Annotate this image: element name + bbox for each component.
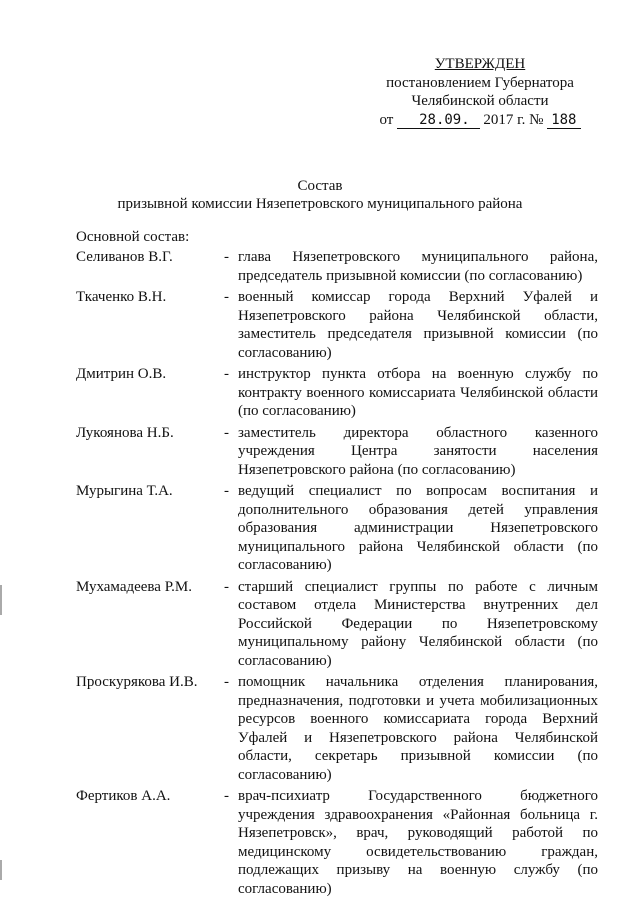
member-name: Селиванов В.Г. (76, 249, 173, 265)
member-dash: - (224, 424, 229, 441)
member-description: помощник начальника отделения планирования, предназначения, подготовки и учета мобилизационных ресурсов военного комиссариата города Верхний Уфалей и Нязепетровского района Челябинской области, секретарь призывной комиссии (по согласованию) (238, 674, 598, 783)
member-name: Дмитрин О.В. (76, 366, 167, 382)
member-row (76, 365, 598, 421)
scan-margin-mark (0, 585, 2, 615)
member-name: Мухамадеева Р.М. (76, 578, 193, 595)
member-description: глава Нязепетровского муниципального района, председатель призывной комиссии (по согласованию) (238, 249, 598, 284)
member-row (76, 424, 598, 480)
member-dash: - (224, 788, 229, 804)
approval-region: Челябинской области (411, 93, 549, 109)
year-text: 2017 г. № (483, 111, 544, 128)
member-description: старший специалист группы по работе с личным составом отдела Министерства внутренних дел Российской Федерации по Нязепетровскому муниципальному району Челябинской области (по согласованию) (238, 578, 598, 669)
member-dash: - (224, 249, 229, 265)
date-value: 28.09. (397, 112, 480, 129)
member-description: инструктор пункта отбора на военную службу по контракту военного комиссариата Челябинской области (по согласованию) (238, 366, 598, 419)
member-dash: - (224, 674, 229, 690)
scan-margin-mark (0, 860, 2, 880)
member-row (76, 288, 598, 362)
member-row (76, 482, 598, 575)
date-prefix: от (379, 111, 394, 128)
document-number: 188 (547, 112, 580, 129)
member-dash: - (224, 483, 229, 499)
member-row (76, 787, 598, 898)
document-subtitle: призывной комиссии Нязепетровского муниципального района (117, 196, 523, 212)
approval-date-line (370, 111, 590, 130)
member-name: Фертиков А.А. (76, 788, 171, 804)
member-name: Лукоянова Н.Б. (76, 424, 174, 441)
member-description: заместитель директора областного казенного учреждения Центра занятости населения Нязепетровского района (по согласованию) (238, 424, 598, 478)
member-name: Мурыгина Т.А. (76, 483, 173, 499)
member-row (76, 578, 598, 671)
member-dash: - (224, 578, 229, 595)
section-label: Основной состав: (76, 229, 190, 245)
approval-heading: УТВЕРЖДЕН (434, 56, 526, 72)
document-title: Состав (297, 178, 343, 194)
member-row (76, 248, 598, 285)
member-description: ведущий специалист по вопросам воспитания и дополнительного образования детей управления образования администрации Нязепетровского муниципального района Челябинской области (по согласованию) (238, 483, 598, 573)
member-name: Проскурякова И.В. (76, 674, 198, 690)
member-dash: - (224, 366, 229, 382)
approval-authority: постановлением Губернатора (386, 74, 574, 91)
members-list (76, 248, 598, 901)
member-dash: - (224, 289, 229, 305)
member-description: врач-психиатр Государственного бюджетного учреждения здравоохранения «Районная больница г. Нязепетровск», врач, руководящий работой по медицинскому освидетельствованию граждан, подлежащих призыву на военную службу (по согласованию) (238, 788, 598, 897)
member-row (76, 673, 598, 784)
member-description: военный комиссар города Верхний Уфалей и Нязепетровского района Челябинской области, заместитель председателя призывной комиссии (по согласованию) (238, 289, 598, 361)
member-name: Ткаченко В.Н. (76, 289, 167, 305)
approval-block (370, 55, 590, 129)
